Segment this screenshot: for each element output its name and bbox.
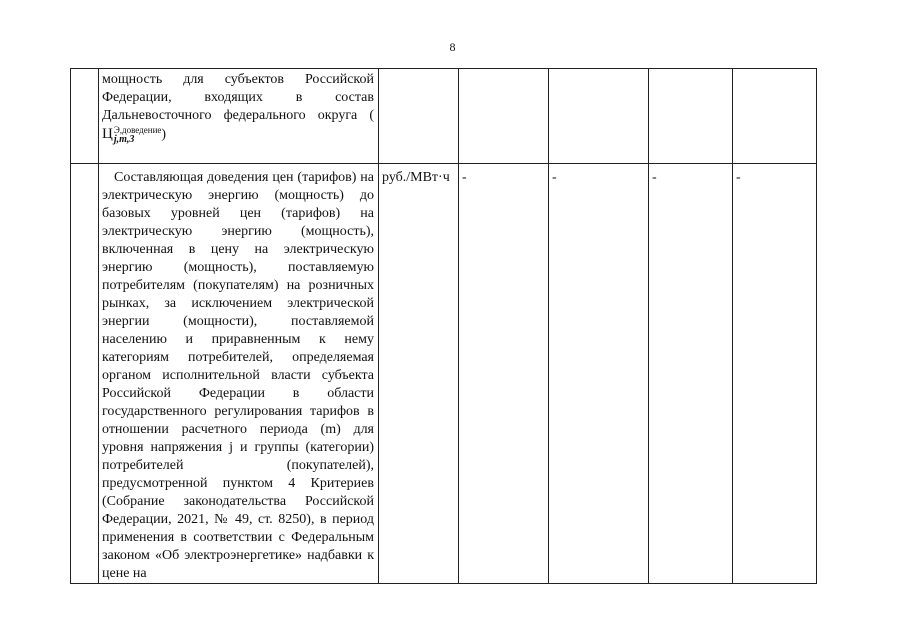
- row-number-cell: [71, 164, 99, 584]
- description-close: ): [161, 127, 167, 143]
- price-formula: [102, 125, 161, 145]
- value-cell: [649, 164, 733, 584]
- formula-symbol: Ц: [102, 126, 113, 143]
- value-cell: [733, 69, 817, 164]
- value-cell: [549, 69, 649, 164]
- formula-subscript: j,m,3: [113, 134, 135, 145]
- description-text: [99, 69, 378, 145]
- value-cell: [549, 164, 649, 584]
- description-text: Составляющая доведения цен (тарифов) на электрическую энергию (мощность) до базовых уровней цен (тарифов) на электрическую энергию (мощность), включенная в цену на электрическую энергию (мощность), поставляемую потребителям (покупателям) на розничных рынках, за исключением электрической энергии (мощности), поставляемой населению и приравненным к нему категориям потребителей, определяемая органом исполнительной власти субъекта Российской Федерации в области государственного регулирования тарифов в отношении расчетного периода (m) для уровня напряжения j и группы (категории) потребителей (покупателей), предусмотренной пунктом 4 Критериев (Собрание законодательства Российской Федерации, 2021, № 49, ст. 8250), в период применения в соответствии с Федеральным законом «Об электроэнергетике» надбавки к цене на: [102, 170, 374, 581]
- value-cell: [649, 69, 733, 164]
- description-cell: [99, 164, 379, 584]
- formula-superscript: Э,доведение: [113, 125, 162, 135]
- description-line: мощность для субъектов Российской Федерации, входящих в состав Дальневосточного федерального округа (: [102, 72, 374, 123]
- value-text: -: [462, 170, 467, 185]
- row-number-cell: [71, 69, 99, 164]
- unit-cell: [379, 69, 459, 164]
- table-row: [71, 69, 817, 164]
- tariff-table: [70, 68, 817, 584]
- value-text: -: [652, 170, 657, 185]
- value-cell: [733, 164, 817, 584]
- unit-text: руб./МВт·ч: [382, 170, 450, 185]
- value-text: -: [552, 170, 557, 185]
- page-number: 8: [449, 40, 456, 54]
- value-cell: [459, 164, 549, 584]
- value-text: -: [736, 170, 741, 185]
- unit-cell: [379, 164, 459, 584]
- description-cell: [99, 69, 379, 164]
- table-row: [71, 164, 817, 584]
- value-cell: [459, 69, 549, 164]
